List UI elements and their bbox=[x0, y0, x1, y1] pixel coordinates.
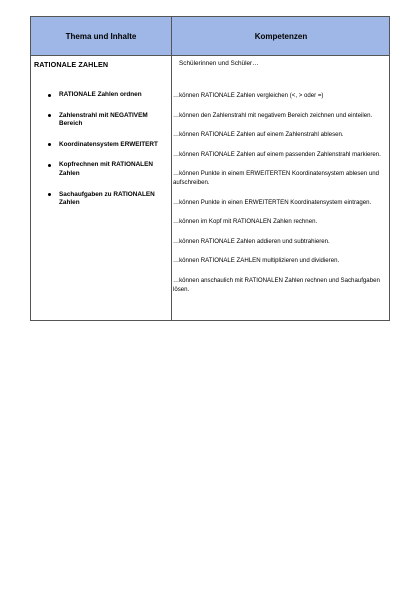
competence-item: …können RATIONALE Zahlen auf einem passenden Zahlenstrahl markieren. bbox=[173, 150, 381, 158]
topic-list bbox=[31, 91, 171, 220]
competences-cell bbox=[172, 56, 390, 321]
bullet-icon bbox=[48, 114, 51, 117]
header-competences: Kompetenzen bbox=[254, 31, 308, 41]
topic-label: Zahlenstrahl mit NEGATIVEM Bereich bbox=[59, 111, 148, 128]
topic-item bbox=[31, 191, 171, 208]
bullet-icon bbox=[48, 143, 51, 146]
topic-item bbox=[31, 161, 171, 178]
topics-cell bbox=[31, 56, 171, 321]
topic-item bbox=[31, 91, 171, 100]
section-title: RATIONALE ZAHLEN bbox=[34, 60, 109, 69]
competence-item: …können RATIONALE Zahlen vergleichen (<, > oder =) bbox=[173, 92, 324, 99]
competence-item: …können den Zahlenstrahl mit negativem Bereich zeichnen und einteilen. bbox=[173, 111, 373, 119]
competence-item: …können RATIONALE Zahlen auf einem Zahlenstrahl ablesen. bbox=[173, 131, 344, 139]
header-topics: Thema und Inhalte bbox=[65, 31, 137, 41]
topic-item bbox=[31, 112, 171, 129]
competence-item: …können im Kopf mit RATIONALEN Zahlen rechnen. bbox=[173, 218, 318, 226]
competence-item: …können Punkte in einen ERWEITERTEN Koordinatensystem eintragen. bbox=[173, 198, 372, 206]
topic-label: Kopfrechnen mit RATIONALEN Zahlen bbox=[59, 161, 153, 177]
table-header-row bbox=[31, 17, 389, 56]
competence-item: …können RATIONALE ZAHLEN multiplizieren und dividieren. bbox=[173, 257, 340, 265]
competence-list bbox=[173, 92, 388, 305]
bullet-icon bbox=[48, 193, 51, 196]
competence-table bbox=[30, 16, 390, 321]
topic-label: Sachaufgaben zu RATIONALEN Zahlen bbox=[59, 190, 155, 207]
bullet-icon bbox=[48, 94, 51, 97]
competence-item: …können anschaulich mit RATIONALEN Zahlen rechnen und Sachaufgaben lösen. bbox=[173, 276, 380, 293]
competence-item: …können Punkte in einem ERWEITERTEN Koordinatensystem ablesen und aufschreiben. bbox=[173, 170, 380, 186]
topic-item bbox=[31, 141, 171, 150]
topic-label: Koordinatensystem ERWEITERT bbox=[59, 140, 158, 148]
bullet-icon bbox=[48, 164, 51, 167]
topic-label: RATIONALE Zahlen ordnen bbox=[59, 91, 142, 98]
subject-line: Schülerinnen und Schüler… bbox=[179, 60, 259, 67]
competence-item: …können RATIONALE Zahlen addieren und subtrahieren. bbox=[173, 237, 330, 245]
